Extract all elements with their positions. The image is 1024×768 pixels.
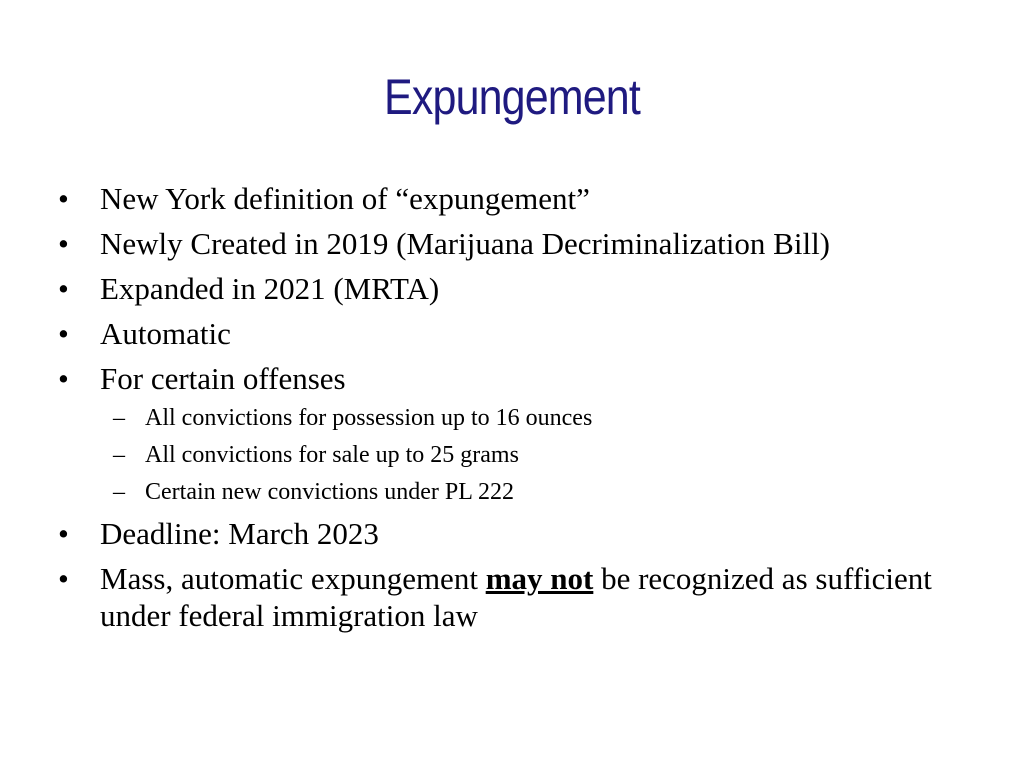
bullet-text: New York definition of “expungement” xyxy=(100,181,590,216)
sub-bullet-item xyxy=(100,403,948,433)
bullet-item xyxy=(58,315,948,352)
bullet-text: Expanded in 2021 (MRTA) xyxy=(100,271,440,306)
sub-bullet-text: Certain new convictions under PL 222 xyxy=(145,479,515,505)
bullet-text-before: Mass, automatic expungement xyxy=(100,561,486,596)
sub-bullet-text: All convictions for possession up to 16 ounces xyxy=(145,405,593,431)
bullet-item xyxy=(58,360,948,507)
bullet-list xyxy=(58,180,948,642)
bullet-marker: • xyxy=(58,271,69,306)
bullet-item xyxy=(58,225,948,262)
bullet-marker: • xyxy=(58,361,69,396)
bullet-marker: • xyxy=(58,516,69,551)
bullet-text: Newly Created in 2019 (Marijuana Decriminalization Bill) xyxy=(100,226,830,261)
bullet-text-after: be recognized as sufficient under federal immigration law xyxy=(100,561,932,633)
bullet-marker: • xyxy=(58,226,69,261)
bullet-marker: • xyxy=(58,181,69,216)
sub-bullet-item xyxy=(100,477,948,507)
bullet-item xyxy=(58,515,948,552)
bullet-marker: • xyxy=(58,316,69,351)
bullet-item xyxy=(58,180,948,217)
bullet-marker: • xyxy=(58,561,69,596)
sub-bullet-list xyxy=(100,403,948,507)
sub-bullet-marker: – xyxy=(113,405,125,431)
bullet-text: For certain offenses xyxy=(100,361,346,396)
sub-bullet-text: All convictions for sale up to 25 grams xyxy=(145,442,519,468)
sub-bullet-item xyxy=(100,440,948,470)
slide-title: Expungement xyxy=(384,69,640,125)
bullet-item xyxy=(58,560,948,634)
sub-bullet-marker: – xyxy=(113,442,125,468)
sub-bullet-marker: – xyxy=(113,479,125,505)
emphasis-text: may not xyxy=(485,561,594,596)
bullet-text: Automatic xyxy=(100,316,231,351)
bullet-text: Deadline: March 2023 xyxy=(100,516,379,551)
bullet-item xyxy=(58,270,948,307)
